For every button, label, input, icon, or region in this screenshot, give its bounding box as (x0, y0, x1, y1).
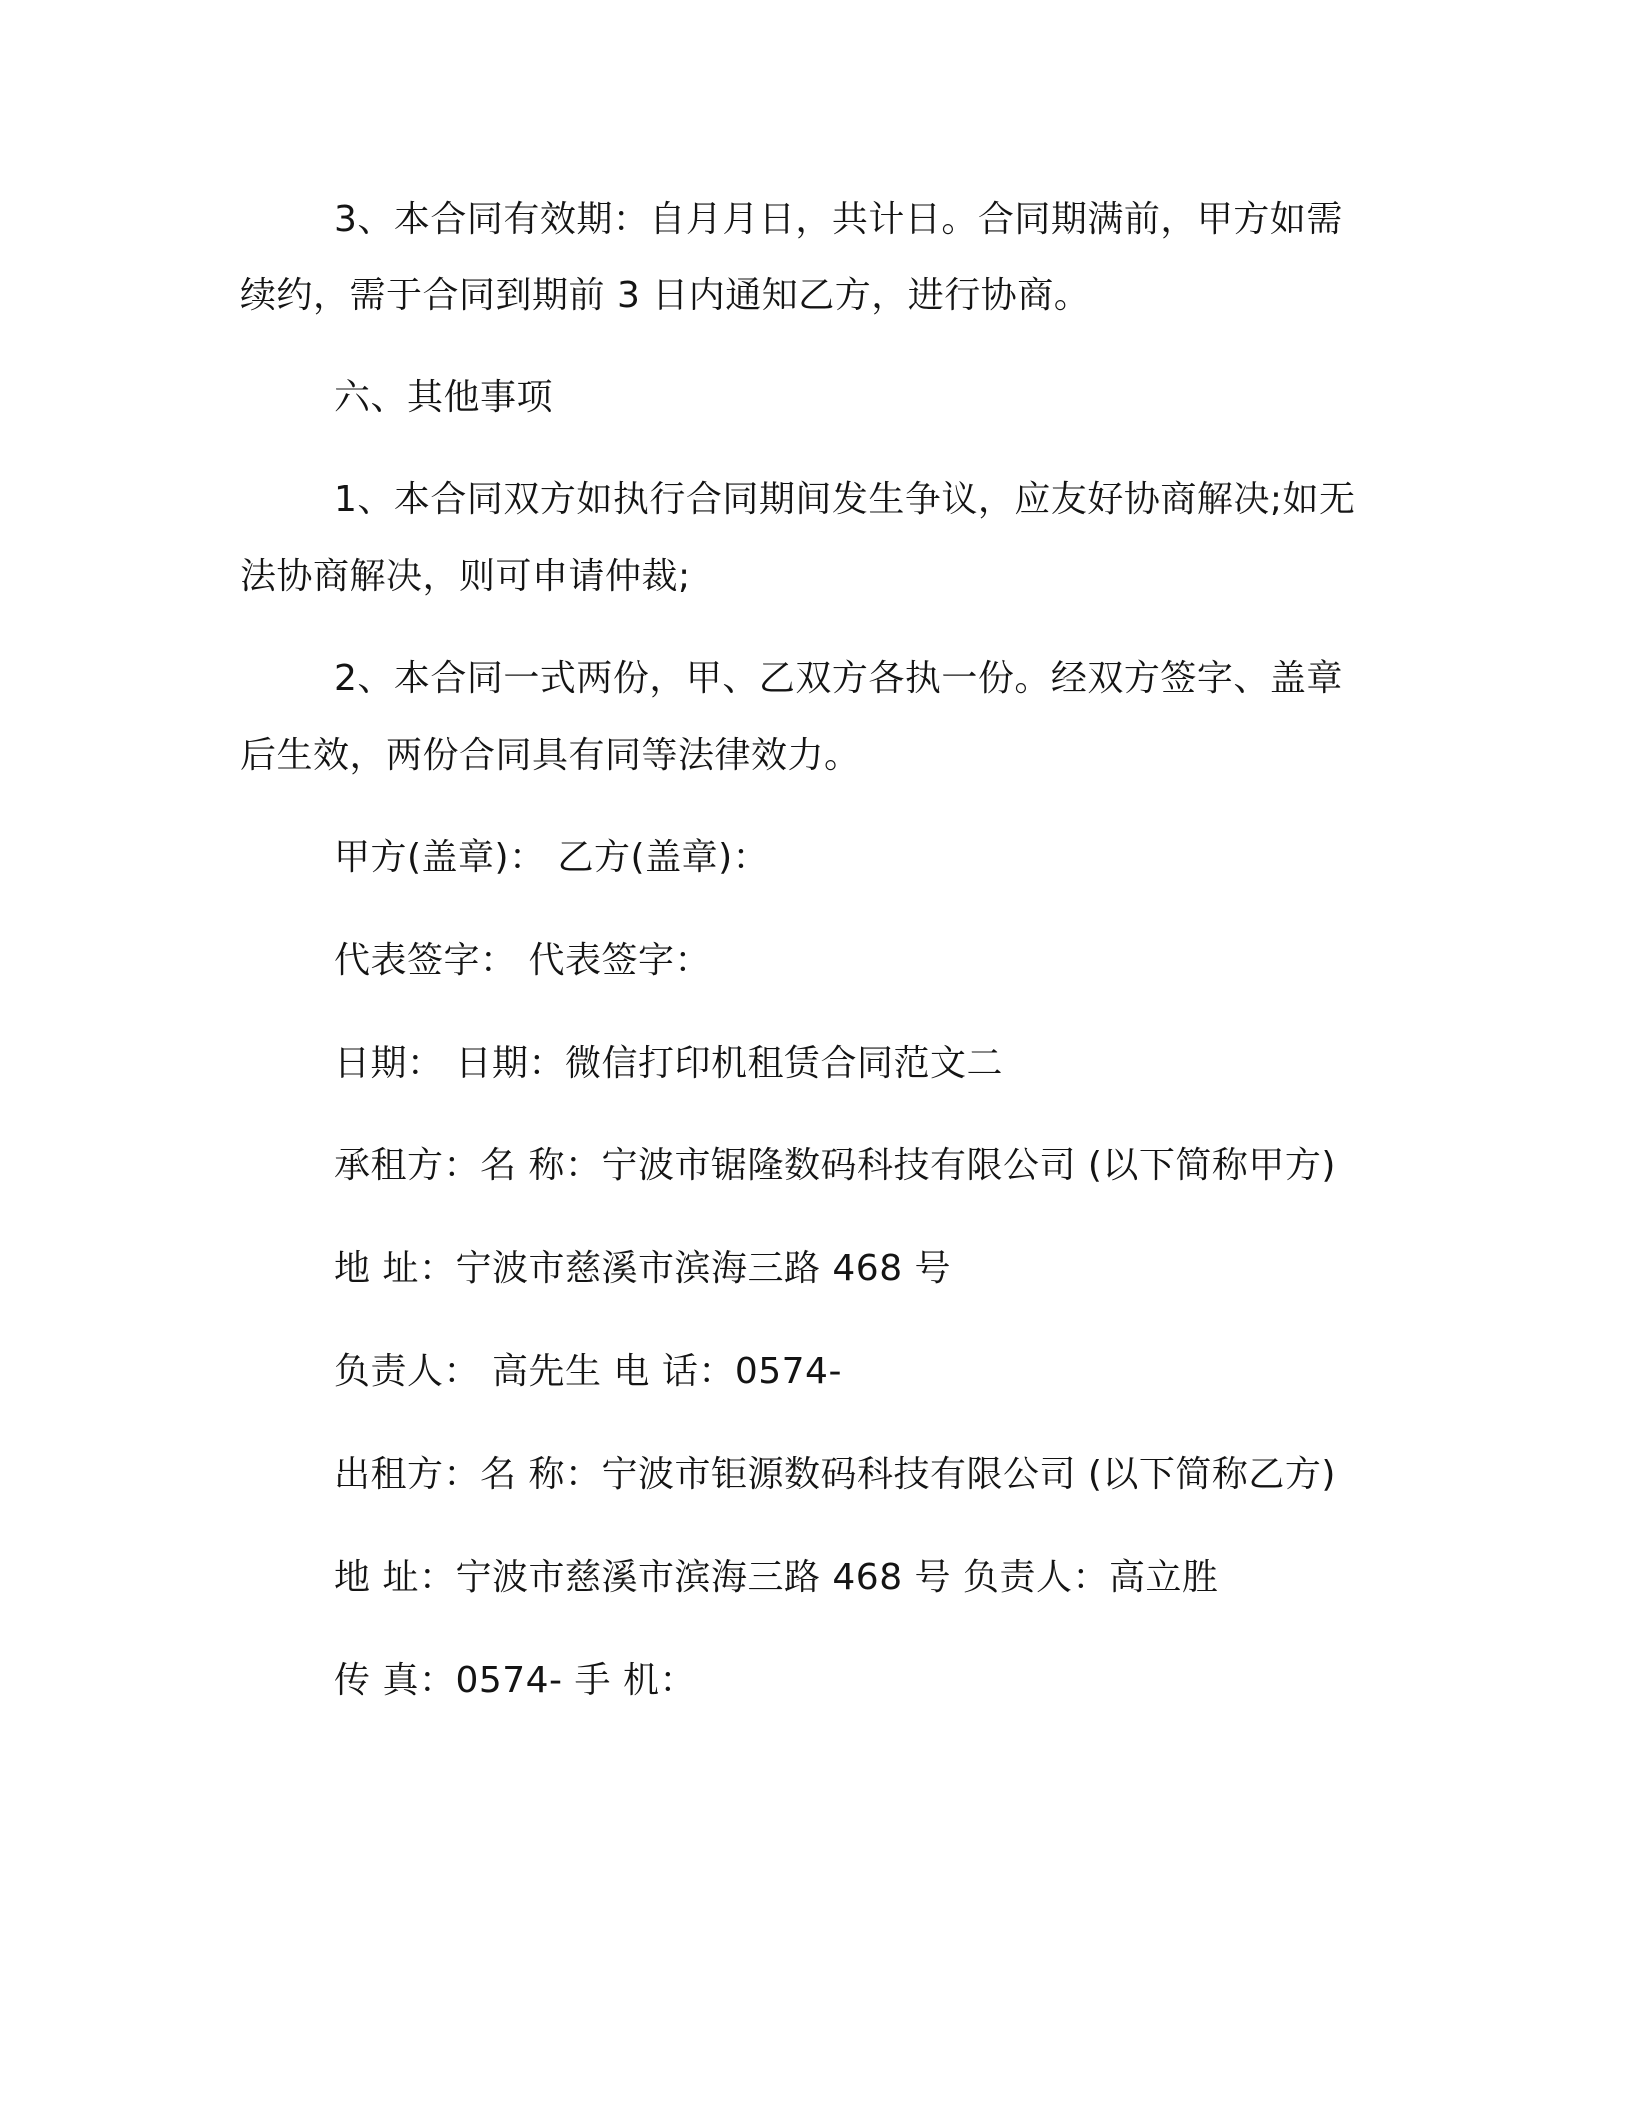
clause-1-dispute-line-1: 1、本合同双方如执行合同期间发生争议，应友好协商解决;如无 (334, 479, 1356, 520)
seal-line: 甲方(盖章)： 乙方(盖章)： (334, 837, 770, 878)
date-line: 日期： 日期：微信打印机租赁合同范文二 (334, 1043, 1003, 1084)
clause-1-dispute-line-2: 法协商解决，则可申请仲裁; (240, 556, 691, 597)
clause-2-copies-line-2: 后生效，两份合同具有同等法律效力。 (240, 735, 861, 776)
lessor-fax-line: 传 真：0574- 手 机： (334, 1660, 696, 1701)
lessor-address-line: 地 址：宁波市慈溪市滨海三路 468 号 负责人：高立胜 (334, 1557, 1219, 1598)
lessor-name-line: 出租方：名 称：宁波市钜源数码科技有限公司 (以下简称乙方) (334, 1454, 1336, 1495)
lessee-contact-line: 负责人： 高先生 电 话：0574- (334, 1351, 842, 1392)
clause-2-copies-line-1: 2、本合同一式两份，甲、乙双方各执一份。经双方签字、盖章 (334, 658, 1343, 699)
clause-3-validity-line-2: 续约，需于合同到期前 3 日内通知乙方，进行协商。 (240, 275, 1091, 316)
lessee-name-line: 承租方：名 称：宁波市锯隆数码科技有限公司 (以下简称甲方) (334, 1145, 1336, 1186)
section-heading-other-matters: 六、其他事项 (334, 377, 554, 418)
signature-line: 代表签字： 代表签字： (334, 940, 711, 981)
lessee-address-line: 地 址：宁波市慈溪市滨海三路 468 号 (334, 1248, 952, 1289)
clause-3-validity-line-1: 3、本合同有效期：自月月日，共计日。合同期满前，甲方如需 (334, 199, 1343, 240)
